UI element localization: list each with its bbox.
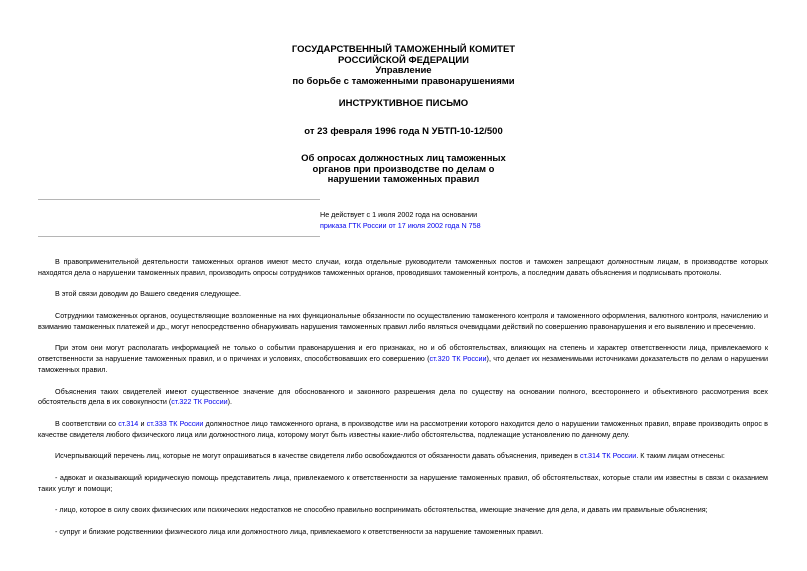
separator-top (38, 199, 320, 200)
dept-name-line2: по борьбе с таможенными правонарушениями (292, 75, 515, 87)
org-name-line2: РОССИЙСКОЙ ФЕДЕРАЦИИ (337, 54, 469, 66)
paragraph-7 (38, 451, 768, 462)
paragraph-3: Сотрудники таможенных органов, осуществляющие возложенные на них функциональные обязанности по осуществлению таможенного контроля и таможенного оформления, валютного контроля, начислению и взиманию таможенных платежей и др., могут непосредственно обнаруживать нарушения таможенных правил либо являться очевидцами действий по совершению правонарушения и его выявлению и пресечению. (38, 310, 768, 331)
document-type: ИНСТРУКТИВНОЕ ПИСЬМО (338, 98, 469, 109)
paragraph-9: - лицо, которое в силу своих физических или психических недостатков не способно правильно воспринимать обстоятельства, имеющие значение для дела, и давать им правильные объяснения; (55, 505, 708, 515)
paragraph-8: - адвокат и оказывающий юридическую помощь представитель лица, привлекаемого к ответственности за нарушение таможенных правил, об обстоятельствах, которые стали им известны в связи с оказанием таких услуг и помощи; (38, 472, 768, 493)
paragraph-4-text-b: ), что делает их незаменимыми источниками доказательств по делам о нарушении таможенных правил. (38, 354, 768, 374)
paragraph-5 (38, 387, 768, 409)
paragraph-6-text-mid: и (138, 418, 147, 428)
document-header (0, 45, 807, 186)
link-art-314[interactable]: ст.314 (118, 418, 139, 428)
link-art-320[interactable]: ст.320 ТК России (429, 354, 487, 364)
paragraph-7-text-b: . К таким лицам отнесены: (636, 451, 725, 461)
paragraph-10: - супруг и близкие родственники физического лица или должностного лица, привлекаемого к ответственности за нарушение таможенных правил. (55, 526, 544, 536)
status-text: Не действует с 1 июля 2002 года на основании (320, 210, 478, 219)
org-name-line1: ГОСУДАРСТВЕННЫЙ ТАМОЖЕННЫЙ КОМИТЕТ (291, 44, 516, 55)
link-art-333[interactable]: ст.333 ТК России (146, 418, 204, 428)
paragraph-5-text-a: Объяснения таких свидетелей имеют существенное значение для обоснованного и законного разрешения дела по существу на основании полного, всестороннего и объективного рассмотрения всех обстоятельств дела в их совокупности ( (38, 386, 768, 407)
separator-bottom (38, 236, 320, 237)
paragraph-6 (38, 419, 768, 441)
paragraph-6-text-a: В соответствии со (55, 418, 119, 428)
status-order-link[interactable]: приказа ГТК России от 17 июля 2002 года N 758 (320, 221, 481, 230)
paragraph-7-text-a: Исчерпывающий перечень лиц, которые не могут опрашиваться в качестве свидетеля либо освобождаются от обязанности давать объяснения, приведен в (55, 451, 580, 461)
document-title-line2: органов при производстве по делам о (312, 163, 495, 175)
paragraph-1: В правоприменительной деятельности таможенных органов имеют место случаи, когда отдельные руководители таможенных постов и таможен запрещают должностным лицам, в производстве которых находятся дела о нарушении таможенных правил, производить опросы сотрудников таможенных органов, проводивших таможенный контроль, а последним давать объяснения и подписывать протоколы. (38, 257, 768, 277)
dept-name-line1: Управление (375, 65, 432, 76)
link-art-314-list[interactable]: ст.314 ТК России (579, 451, 637, 461)
link-art-322[interactable]: ст.322 ТК России (171, 397, 228, 407)
paragraph-4-text-a: При этом они могут располагать информацией не только о событии правонарушения и его признаках, но и об обстоятельствах, влияющих на степень и характер ответственности лица, привлекаемого к ответственности за нарушение таможенных правил, и о причинах и условиях, способствовавших его совершению ( (38, 343, 768, 364)
document-title-line1: Об опросах должностных лиц таможенных (301, 153, 506, 164)
document-date-number: от 23 февраля 1996 года N УБТП-10-12/500 (304, 125, 503, 137)
paragraph-4 (38, 343, 768, 375)
document-status (320, 209, 500, 231)
paragraph-5-text-b: ). (227, 397, 233, 407)
paragraph-2: В этой связи доводим до Вашего сведения следующее. (55, 289, 242, 299)
document-title-line3: нарушении таможенных правил (327, 174, 480, 185)
paragraph-6-text-b: должностное лицо таможенного органа, в производстве или на рассмотрении которого находится дело о нарушении таможенных правил, вправе производить опрос в качестве свидетеля любого физического лица или должностного лица, которому могут быть известны какие-либо обстоятельства, подлежащие установлению по данному делу. (38, 418, 768, 439)
document-body (38, 257, 768, 549)
